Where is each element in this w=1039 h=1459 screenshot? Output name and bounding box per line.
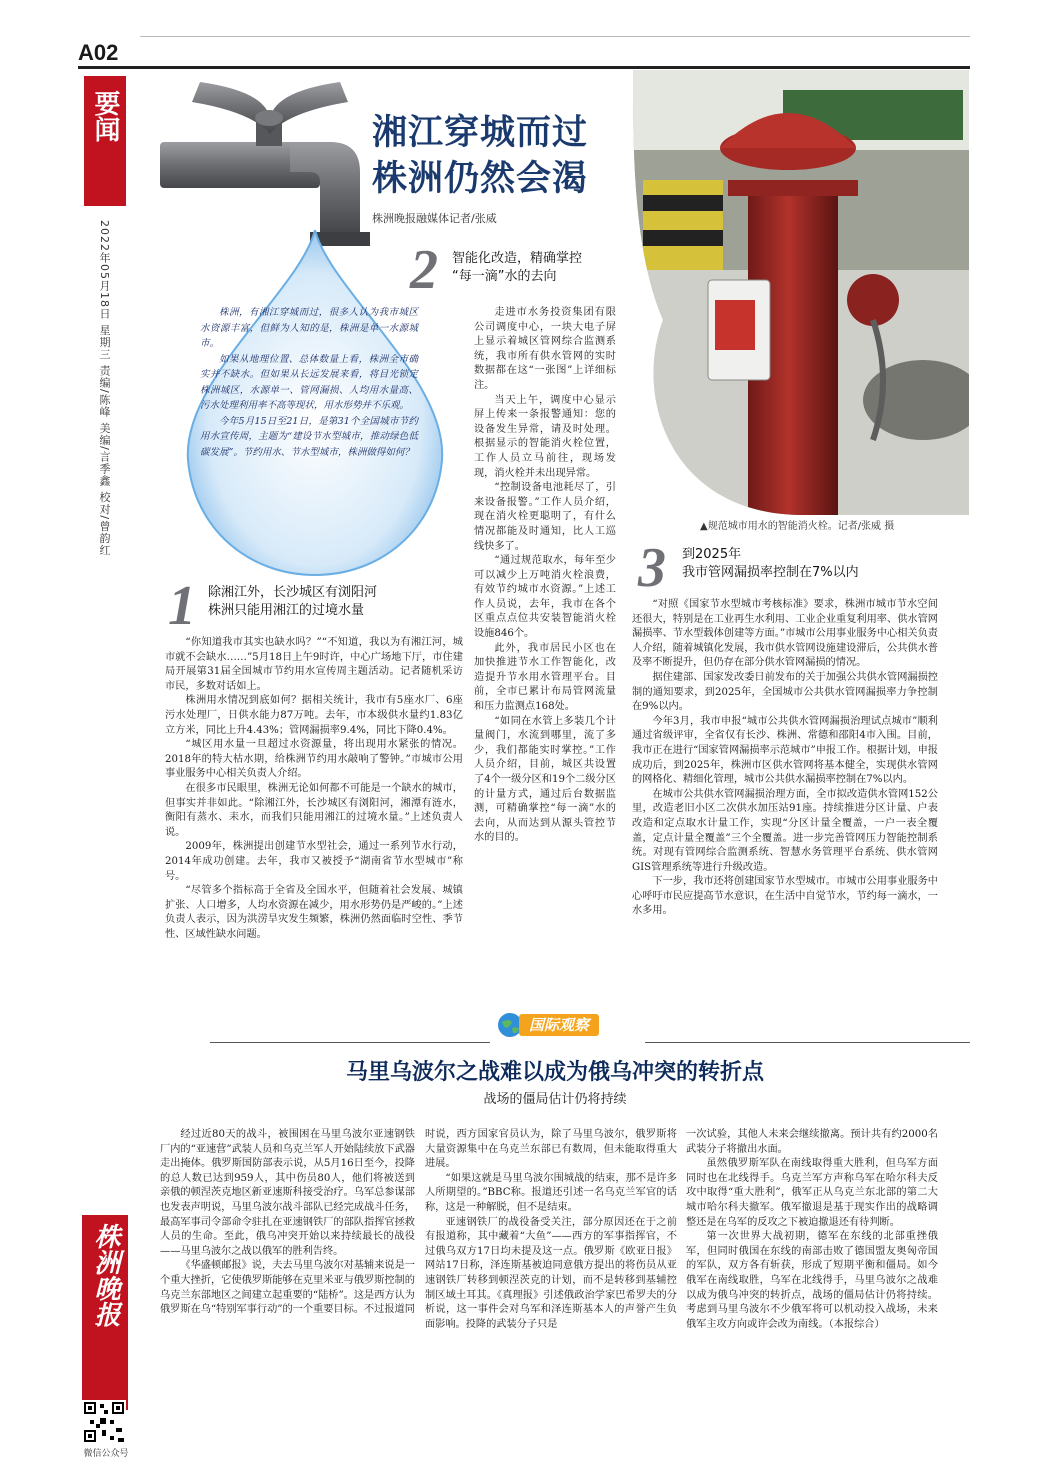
section-title-line: 我市管网漏损率控制在7%以内 xyxy=(682,565,859,580)
section-title xyxy=(452,250,582,286)
article-column xyxy=(425,1128,677,1428)
headline-line: 株洲仍然会渴 xyxy=(372,159,589,199)
story1-headline xyxy=(372,110,588,202)
section-divider-left xyxy=(210,1042,490,1043)
paragraph: 当天上午，调度中心显示屏上传来一条报警通知：您的设备发生异常，请及时处理。根据显示的智能消火栓位置，工作人员立马前往，现场发现，消火栓并未出现异常。 xyxy=(474,394,616,479)
section-title xyxy=(682,546,859,582)
byline: 株洲晚报融媒体记者/张威 xyxy=(372,212,497,225)
section-title-line: 智能化改造，精确掌控 xyxy=(452,251,583,266)
article-column xyxy=(474,306,616,986)
badge-label: 国际观察 xyxy=(519,1014,599,1036)
paper-logo xyxy=(82,1215,128,1410)
qr-label: 微信公众号 xyxy=(83,1449,129,1459)
section-divider-right xyxy=(645,1042,970,1043)
top-thin-rule xyxy=(140,36,970,37)
paragraph: “控制设备电池耗尽了，引来设备报警。”工作人员介绍，现在消火栓更聪明了，有什么情况都能及时通知，比人工巡线快多了。 xyxy=(474,482,616,552)
section-title-line: 到2025年 xyxy=(682,547,742,562)
story2-headline: 马里乌波尔之战难以成为俄乌冲突的转折点 xyxy=(345,1060,764,1085)
paragraph: 第一次世界大战初期，德军在东线的北部重挫俄军，但同时俄国在东线的南部击败了德国盟友奥匈帝国的军队，双方各有斩获，形成了短期平衡和僵局。如今俄军在南线取胜，乌军在北线得手，马里乌波尔之战难以成为俄乌冲突的转折点，战场的僵局估计仍将持续。考虑到马里乌波尔不少俄军将可以机动投入战场，未来俄军主攻方向或许会改为南线。（本报综合） xyxy=(686,1231,938,1330)
headline-line: 湘江穿城而过 xyxy=(372,113,589,153)
article-column xyxy=(165,636,463,986)
section-title-line: “每一滴”水的去向 xyxy=(452,269,557,284)
intro-paragraph: 如果从地理位置、总体数量上看，株洲全市确实并不缺水。但如果从长远发展来看，将目光锁定株洲城区，水源单一、管网漏损、人均用水量高、污水处理利用率不高等现状，用水形势并不乐观。 xyxy=(200,353,418,411)
paragraph: 在城市公共供水管网漏损治理方面，全市拟改造供水管网152公里，改造老旧小区二次供水加压站91座。持续推进分区计量、户表改造和定点取水计量工作，实现“分区计量全覆盖，一户一表全覆盖，定点计量全覆盖”三个全覆盖。进一步完善管网压力智能控制系统。对现有管网综合监测系统、智慧水务管理平台系统、供水管网GIS管理系统等进行升级改造。 xyxy=(632,788,938,873)
intro-paragraph: 株洲，有湘江穿城而过，很多人认为我市城区水资源丰富，但鲜为人知的是，株洲是单一水源城市。 xyxy=(200,307,418,349)
paragraph: “你知道我市其实也缺水吗？”“不知道，我以为有湘江河，城市就不会缺水……”5月18日上午9时许，中心广场地下厅，市住建局开展第31届全国城市节约用水宣传周主题活动。记者随机采访市民，多数对话如上。 xyxy=(165,637,463,692)
section-number: 1 xyxy=(168,575,196,637)
intro-text xyxy=(200,305,418,460)
issue-meta: 2022年05月18日 星期三 责编/陈峰 美编/言季鑫 校对/曾韵红 xyxy=(98,220,111,557)
paragraph: 2009年，株洲提出创建节水型社会，通过一系列节水行动，2014年成功创建。去年，我市又被授予“湖南省节水型城市”称号。 xyxy=(165,841,463,882)
paragraph: “对照《国家节水型城市考核标准》要求，株洲市城市节水空间还很大，特别是在工业再生水利用、工业企业重复利用率、供水管网漏损率、节水型载体创建等方面。”市城市公用事业服务中心相关负责人介绍，随着城镇化发展，我市供水管网设施建设滞后，公共供水普及率不断提升，但仍存在部分供水管网漏损的情况。 xyxy=(632,599,938,669)
paragraph: “尽管多个指标高于全省及全国水平，但随着社会发展、城镇扩张、人口增多，人均水资源在减少，用水形势仍是严峻的。”上述负责人表示，因为洪涝旱灾发生频繁，株洲仍然面临时空性、季节性、区域性缺水问题。 xyxy=(165,885,463,940)
section-number: 3 xyxy=(638,537,666,599)
paragraph: 《华盛顿邮报》说，夫去马里乌波尔对基辅来说是一个重大挫折，它使俄罗斯能够在克里米亚与俄罗斯控制的乌克兰东部地区之间建立起重要的“陆桥”。这是西方认为俄罗斯在乌“特别军事行动”的一个重要目标。不过报道同 xyxy=(160,1260,415,1316)
article-column xyxy=(686,1128,938,1428)
paragraph: 亚速钢铁厂的战役备受关注，部分原因还在于之前有报道称，其中藏着“大鱼”——西方的军事指挥官，不过俄乌双方17日均未提及这一点。俄罗斯《欧亚日报》网站17日称，泽连斯基被迫同意俄方提出的将伤员从亚速钢铁厂转移到顿涅茨克的计划，而不是转移到基辅控制区域土耳其。《真理报》引述俄政治学家巴希罗夫的分析说，这一事件会对乌军和泽连斯基本人的声誉产生负面影响。投降的武装分子只是 xyxy=(425,1216,677,1330)
article-column xyxy=(160,1128,415,1428)
paragraph: 下一步，我市还将创建国家节水型城市。市城市公用事业服务中心呼吁市民应提高节水意识，在生活中自觉节水，节约每一滴水，一水多用。 xyxy=(632,876,938,917)
hydrant-photo xyxy=(633,70,969,515)
section-title-line: 株洲只能用湘江的过境水量 xyxy=(208,603,365,618)
paragraph: 据住建部、国家发改委日前发布的关于加强公共供水管网漏损控制的通知要求，到2025年，全国城市公共供水管网漏损率力争控制在9%以内。 xyxy=(632,671,938,713)
paragraph: 时说，西方国家官员认为，除了马里乌波尔，俄罗斯将大量资源集中在乌克兰东部已有数周，但未能取得重大进展。 xyxy=(425,1129,677,1170)
paragraph: 此外，我市居民小区也在加快推进节水工作智能化，改造提升节水用水管理平台。目前，全市已累计布局管网流量和压力监测点168处。 xyxy=(474,642,616,713)
section-title xyxy=(208,584,377,620)
paragraph: “城区用水量一旦超过水资源量，将出现用水紧张的情况。2018年的特大枯水期，给株洲节约用水敲响了警钟。”市城市公用事业服务中心相关负责人介绍。 xyxy=(165,739,463,780)
section-flag xyxy=(84,76,126,206)
paragraph: 一次试验，其他人未来会继续撤离。预计共有约2000名武装分子将撤出水面。 xyxy=(686,1129,938,1155)
paragraph: 在很多市民眼里，株洲无论如何都不可能是一个缺水的城市，但事实并非如此。“除湘江外，长沙城区有浏阳河，湘潭有涟水，衡阳有蒸水、耒水，而我们只能用湘江的过境水量。”上述负责人说。 xyxy=(165,782,463,838)
paragraph: “通过规范取水，每年至少可以减少上万吨消火栓浪费，有效节约城市水资源。”上述工作人员说，去年，我市在各个区重点点位共安装智能消火栓设施846个。 xyxy=(474,555,616,640)
paragraph: 走进市水务投资集团有限公司调度中心，一块大电子屏上显示着城区管网综合监测系统，我市所有供水管网的实时数据都在这“一张图”上详细标注。 xyxy=(474,307,616,391)
paragraph: “如同在水管上多装几个计量阀门，水流到哪里，流了多少，我们都能实时掌控。”工作人员介绍，目前，城区共设置了4个一级分区和19个二级分区的计量方式，通过后台数据监测，可精确掌控“每一滴”水的去向，从而达到从源头管控节水的目的。 xyxy=(474,715,616,844)
photo-caption: ▲规范城市用水的智能消火栓。记者/张威 摄 xyxy=(700,521,895,532)
paragraph: 经过近80天的战斗，被围困在马里乌波尔亚速钢铁厂内的“亚速营”武装人员和乌克兰军人开始陆续放下武器走出掩体。俄罗斯国防部表示说，从5月16日至今，投降的总人数已达到959人，其中伤员80人，他们将被送到亲俄的顿涅茨克地区新亚速斯科接受治疗。乌军总参谋部也发表声明说，马里乌波尔战斗部队已经完成战斗任务，最高军事司令部命令驻扎在亚速钢铁厂的部队指挥官拯救人员的生命。至此，俄乌冲突开始以来持续最长的战役——马里乌波尔之战以俄军的胜利告终。 xyxy=(160,1129,415,1257)
section-label: 要闻 xyxy=(90,90,120,142)
paragraph: 今年3月，我市申报“城市公共供水管网漏损治理试点城市”顺利通过省级评审，全省仅有长沙、株洲、常德和邵阳4市入围。目前，我市正在进行“国家管网漏损率示范城市”申报工作。根据计划，申报成功后，到2025年，株洲市区供水管网将基本健全，实现供水管网的网格化、精细化管理，城市公共供水漏损率控制在7%以内。 xyxy=(632,715,938,786)
intl-observation-badge xyxy=(497,1012,635,1038)
article-column xyxy=(632,598,938,988)
paper-name: 株洲晚报 xyxy=(90,1223,120,1327)
qr-code-icon[interactable] xyxy=(82,1400,126,1444)
story2-subtitle: 战场的僵局估计仍将持续 xyxy=(483,1092,627,1107)
page-number: A02 xyxy=(78,40,119,65)
top-rule xyxy=(78,66,970,69)
section-number: 2 xyxy=(410,239,438,301)
section-title-line: 除湘江外，长沙城区有浏阳河 xyxy=(208,585,378,600)
intro-paragraph: 今年5月15日至21日，是第31个全国城市节约用水宣传周，主题为“建设节水型城市，推动绿色低碳发展”。节约用水、节水型城市，株洲做得如何？ xyxy=(200,415,418,458)
paragraph: 株洲用水情况到底如何？据相关统计，我市有5座水厂、6座污水处理厂，日供水能力87万吨。去年，市本级供水量约1.83亿立方米，同比上升4.43%；管网漏损率9.4%，同比下降0.4%。 xyxy=(165,695,463,736)
paragraph: “如果这就是马里乌波尔围城战的结束，那不是许多人所期望的。”BBC称。报道还引述一名乌克兰军官的话称，这是一种解脱，但不是结束。 xyxy=(425,1172,677,1213)
paragraph: 虽然俄罗斯军队在南线取得重大胜利，但乌军方面同时也在北线得手。乌克兰军方声称乌军在哈尔科夫反攻中取得“重大胜利”，俄军正从乌克兰东北部的第二大城市哈尔科夫撤军。俄军撤退是基于现实作出的战略调整还是在乌军的反攻之下被迫撤退还有待判断。 xyxy=(686,1158,938,1228)
